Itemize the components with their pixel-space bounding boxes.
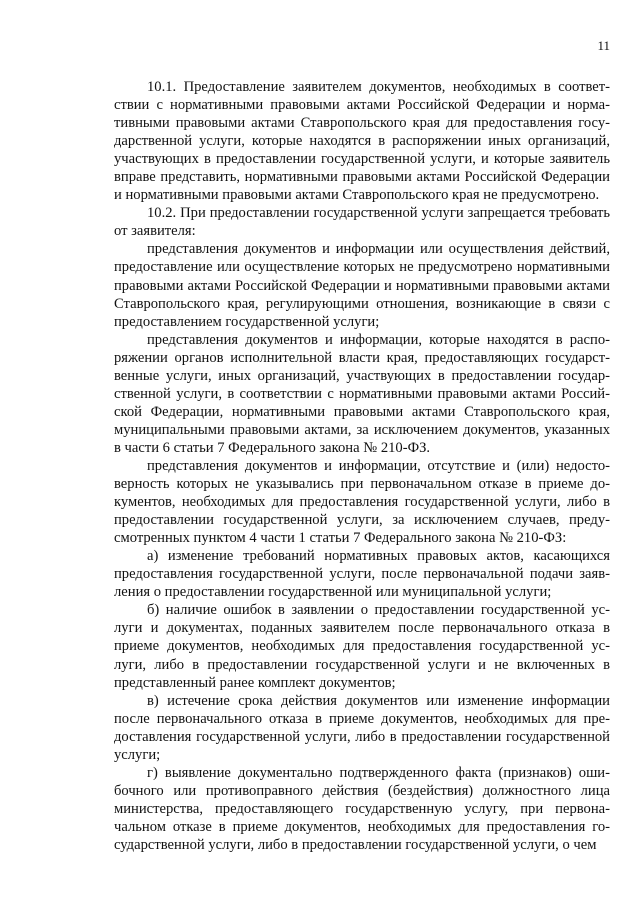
paragraph-subitem-g: г) выявление документально подтвержденного факта (признаков) ошибочного или противоправного действия (бездействия) должностного лица министерства, предоставляющего государственную услугу, при первоначальном отказе в приеме документов, необходимых для предоставления государственной услуги, либо в предоставлении государственной услуги, о чем <box>114 764 610 853</box>
paragraph-subitem-v: в) истечение срока действия документов или изменение информации после первоначального отказа в приеме документов, необходимых для предоставления государственной услуги, либо в предоставлении государственной услуги; <box>114 692 610 763</box>
page-number: 11 <box>597 38 610 53</box>
paragraph-subitem-a: а) изменение требований нормативных правовых актов, касающихся предоставления государственной услуги, после первоначальной подачи заявления о предоставлении государственной или муниципальной услуги; <box>114 548 610 601</box>
paragraph-item: представления документов и информации или осуществления действий, предоставление или осуществление которых не предусмотрено нормативными правовыми актами Российской Федерации и нормативными правовыми актами Ставропольского края, регулирующими отношения, возникающие в связи с предоставлением государственной услуги; <box>114 241 610 330</box>
paragraph-item: представления документов и информации, отсутствие и (или) недостоверность которых не указывались при первоначальном отказе в приеме документов, необходимых для предоставления государственной услуги, либо в предоставлении государственной услуги, за исключением случаев, предусмотренных пунктом 4 части 1 статьи 7 Федерального закона № 210-ФЗ: <box>114 457 610 547</box>
paragraph-10-2: 10.2. При предоставлении государственной услуги запрещается требовать от заявителя: <box>114 205 610 240</box>
paragraph-subitem-b: б) наличие ошибок в заявлении о предоставлении государственной услуги и документах, поданных заявителем после первоначального отказа в приеме документов, необходимых для предоставления государственной услуги, либо в предоставлении государственной услуги и не включенных в представленный ранее комплект документов; <box>114 602 610 691</box>
document-body <box>114 78 610 854</box>
paragraph-10-1: 10.1. Предоставление заявителем документов, необходимых в соответствии с нормативными правовыми актами Российской Федерации и нормативными правовыми актами Ставропольского края для предоставления государственной услуги, которые находятся в распоряжении иных организаций, участвующих в предоставлении государственной услуги, и которые заявитель вправе представить, нормативными правовыми актами Российской Федерации и нормативными правовыми актами Ставропольского края не предусмотрено. <box>114 79 610 204</box>
paragraph-item: представления документов и информации, которые находятся в распоряжении органов исполнительной власти края, предоставляющих государственные услуги, иных организаций, участвующих в предоставлении государственной услуги, в соответствии с нормативными правовыми актами Российской Федерации, нормативными правовыми актами Ставропольского края, муниципальными правовыми актами, за исключением документов, указанных в части 6 статьи 7 Федерального закона № 210-ФЗ. <box>114 331 610 456</box>
